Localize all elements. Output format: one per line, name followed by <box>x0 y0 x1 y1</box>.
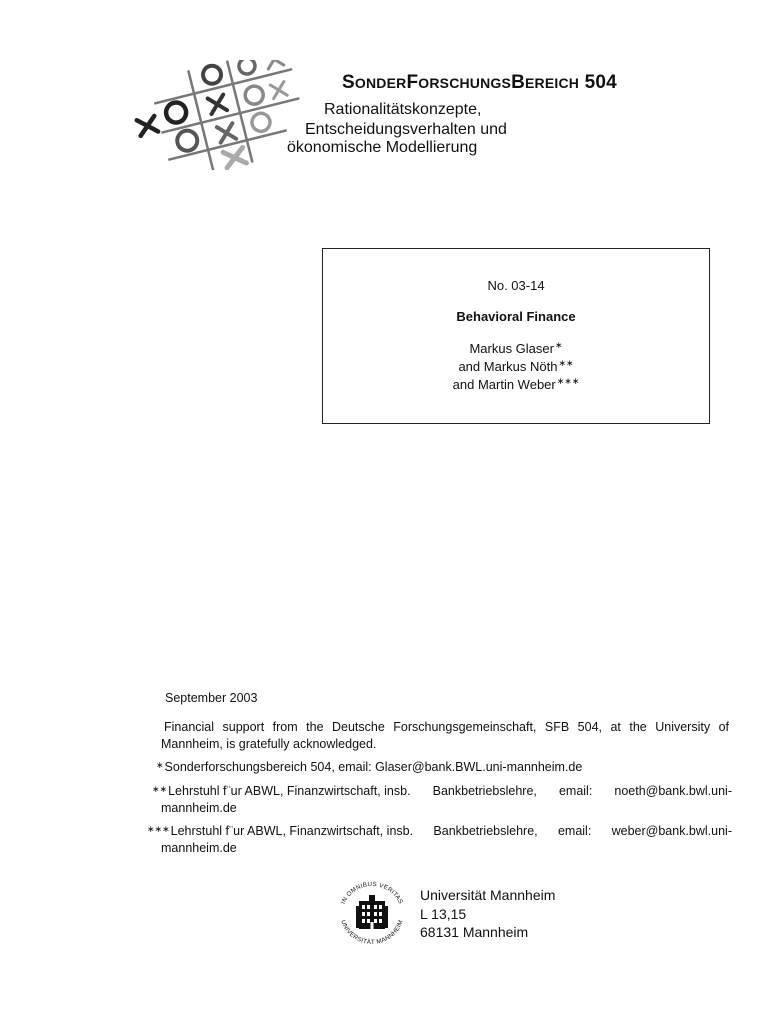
author-3 <box>323 377 709 392</box>
author-1-footnote-mark: ∗ <box>554 340 563 350</box>
author-1-name: Markus Glaser <box>469 341 554 356</box>
address-street: L 13,15 <box>420 906 467 922</box>
seal-university-name: UNIVERSITÄT MANNHEIM <box>339 919 405 947</box>
university-seal-icon <box>334 878 410 950</box>
footnote-3 <box>147 823 732 857</box>
footnote-2-continuation: mannheim.de <box>161 801 237 815</box>
footnote-3-email: weber@bank.bwl.uni- <box>611 824 732 838</box>
subtitle-line-1: Rationalitätskonzepte, <box>324 101 482 118</box>
sfb-title-rest-3: EREICH <box>524 75 580 91</box>
sfb-title-cap-1: S <box>342 72 355 93</box>
subtitle-line-3: ökonomische Modellierung <box>287 139 478 156</box>
footnote-3-email-label: email: <box>557 824 592 838</box>
paper-title: Behavioral Finance <box>456 309 576 324</box>
footnote-2-email: noeth@bank.bwl.uni- <box>614 784 732 798</box>
paper-number: No. 03-14 <box>487 278 545 293</box>
title-box <box>322 248 710 424</box>
author-2-footnote-mark: ∗∗ <box>558 358 574 368</box>
footnote-3-dept: Bankbetriebslehre, <box>433 824 538 838</box>
footnote-3-mark: ∗∗∗ <box>147 824 170 834</box>
footnote-2-email-label: email: <box>558 784 593 798</box>
tic-tac-toe-logo <box>130 60 310 170</box>
author-2 <box>323 359 709 374</box>
sfb-title-rest-2: ORSCHUNGS <box>418 75 512 91</box>
seal-motto: IN OMNIBUS VERITAS <box>339 880 405 906</box>
footnote-2-affiliation: Lehrstuhl f¨ur ABWL, Finanzwirtschaft, insb. <box>168 784 411 798</box>
footnote-1-mark: ∗ <box>156 760 164 770</box>
subtitle-line-2: Entscheidungsverhalten und <box>305 121 507 138</box>
sfb-title <box>342 72 617 94</box>
footnote-2-dept: Bankbetriebslehre, <box>432 784 537 798</box>
sfb-number: 504 <box>584 72 617 93</box>
sfb-title-cap-2: F <box>406 72 419 93</box>
address-city: 68131 Mannheim <box>420 924 529 940</box>
funding-acknowledgement: Financial support from the Deutsche Forschungsgemeinschaft, SFB 504, at the University of Mannheim, is gratefully acknowledged. <box>161 720 729 751</box>
footnote-3-affiliation: Lehrstuhl f¨ur ABWL, Finanzwirtschaft, insb. <box>170 824 414 838</box>
footnote-2 <box>152 783 732 817</box>
address-university: Universität Mannheim <box>420 887 556 903</box>
author-1 <box>323 341 709 356</box>
sfb-title-cap-3: B <box>511 72 525 93</box>
author-3-footnote-mark: ∗∗∗ <box>556 376 580 386</box>
sfb-title-rest-1: ONDER <box>354 75 407 91</box>
author-2-name: and Markus Nöth <box>458 359 558 374</box>
footnote-1-text: Sonderforschungsbereich 504, email: Glaser@bank.BWL.uni-mannheim.de <box>164 760 583 774</box>
footnote-1 <box>156 759 736 776</box>
footnote-3-continuation: mannheim.de <box>161 841 237 855</box>
author-3-name: and Martin Weber <box>452 377 556 392</box>
footnote-2-mark: ∗∗ <box>152 784 168 794</box>
publication-date: September 2003 <box>165 691 258 705</box>
